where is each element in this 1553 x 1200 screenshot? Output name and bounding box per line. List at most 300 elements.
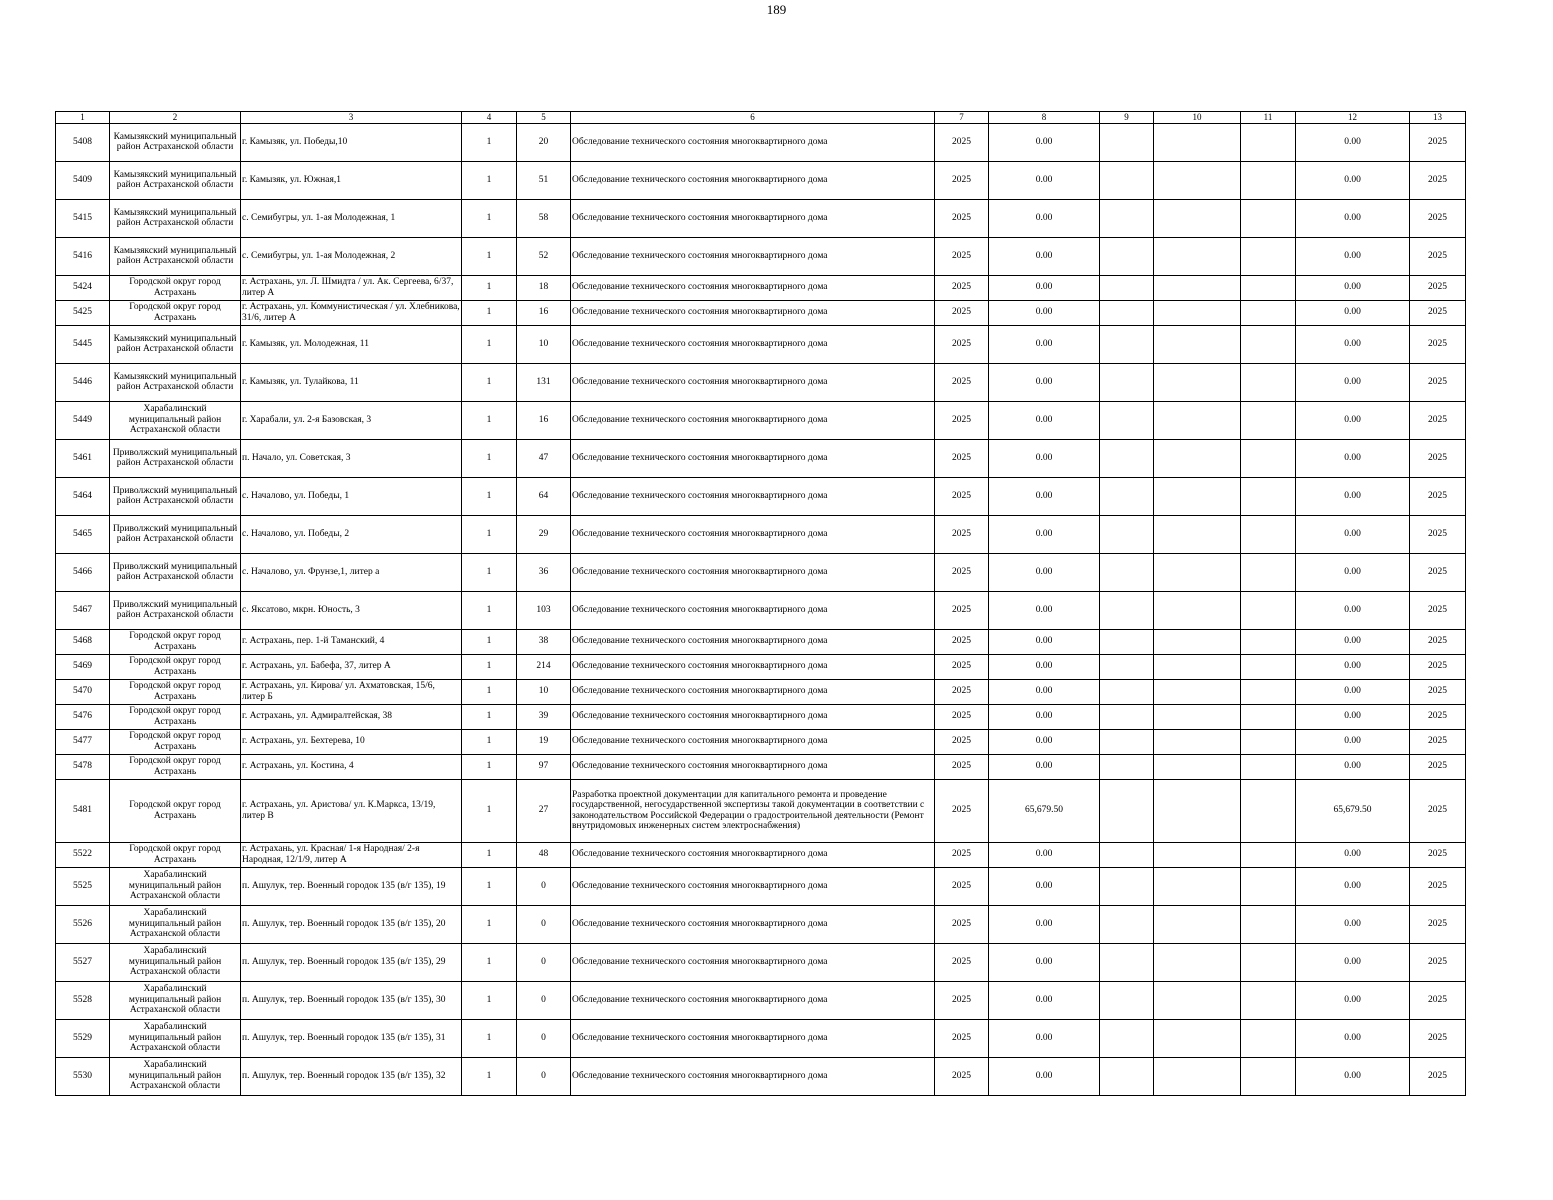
- column-number: 5: [517, 112, 571, 124]
- year-cell: 2025: [935, 1057, 989, 1095]
- col11-cell: [1241, 867, 1296, 905]
- year-cell: 2025: [935, 591, 989, 629]
- cost-cell: 0.00: [989, 704, 1100, 729]
- year-cell: 2025: [935, 654, 989, 679]
- work-type-cell: Обследование технического состояния многоквартирного дома: [571, 1019, 935, 1057]
- work-type-cell: Обследование технического состояния многоквартирного дома: [571, 325, 935, 363]
- address-cell: с. Началово, ул. Фрунзе,1, литер а: [241, 553, 462, 591]
- year-cell: 2025: [935, 300, 989, 325]
- row-id-cell: 5445: [56, 325, 110, 363]
- municipality-cell: Камызякский муниципальный район Астраханской области: [110, 325, 241, 363]
- municipality-cell: Городской округ город Астрахань: [110, 300, 241, 325]
- row-id-cell: 5465: [56, 515, 110, 553]
- col4-cell: 1: [462, 161, 517, 199]
- total-cost-cell: 0.00: [1296, 477, 1410, 515]
- cost-cell: 0.00: [989, 439, 1100, 477]
- col9-cell: [1100, 905, 1154, 943]
- col10-cell: [1154, 729, 1241, 754]
- col5-cell: 10: [517, 679, 571, 704]
- col4-cell: 1: [462, 237, 517, 275]
- end-year-cell: 2025: [1410, 679, 1466, 704]
- row-id-cell: 5424: [56, 275, 110, 300]
- col9-cell: [1100, 1057, 1154, 1095]
- col11-cell: [1241, 477, 1296, 515]
- work-type-cell: Обследование технического состояния многоквартирного дома: [571, 754, 935, 779]
- col5-cell: 0: [517, 1057, 571, 1095]
- col5-cell: 0: [517, 1019, 571, 1057]
- col5-cell: 18: [517, 275, 571, 300]
- column-number: 2: [110, 112, 241, 124]
- total-cost-cell: 0.00: [1296, 123, 1410, 161]
- municipality-cell: Городской округ город Астрахань: [110, 275, 241, 300]
- col10-cell: [1154, 515, 1241, 553]
- year-cell: 2025: [935, 754, 989, 779]
- municipality-cell: Городской округ город Астрахань: [110, 842, 241, 867]
- total-cost-cell: 0.00: [1296, 629, 1410, 654]
- col5-cell: 36: [517, 553, 571, 591]
- col5-cell: 103: [517, 591, 571, 629]
- column-number: 11: [1241, 112, 1296, 124]
- total-cost-cell: 0.00: [1296, 842, 1410, 867]
- table-row: [56, 842, 1466, 867]
- col10-cell: [1154, 842, 1241, 867]
- col10-cell: [1154, 477, 1241, 515]
- municipality-cell: Городской округ город Астрахань: [110, 754, 241, 779]
- col10-cell: [1154, 629, 1241, 654]
- municipality-cell: Камызякский муниципальный район Астраханской области: [110, 123, 241, 161]
- year-cell: 2025: [935, 905, 989, 943]
- address-cell: г. Камызяк, ул. Южная,1: [241, 161, 462, 199]
- table-row: [56, 1057, 1466, 1095]
- cost-cell: 0.00: [989, 161, 1100, 199]
- address-cell: г. Камызяк, ул. Тулайкова, 11: [241, 363, 462, 401]
- address-cell: г. Астрахань, ул. Костина, 4: [241, 754, 462, 779]
- end-year-cell: 2025: [1410, 363, 1466, 401]
- table-row: [56, 325, 1466, 363]
- cost-cell: 0.00: [989, 199, 1100, 237]
- col4-cell: 1: [462, 867, 517, 905]
- col10-cell: [1154, 654, 1241, 679]
- work-type-cell: Обследование технического состояния многоквартирного дома: [571, 867, 935, 905]
- cost-cell: 0.00: [989, 867, 1100, 905]
- col11-cell: [1241, 591, 1296, 629]
- year-cell: 2025: [935, 779, 989, 842]
- work-type-cell: Обследование технического состояния многоквартирного дома: [571, 199, 935, 237]
- total-cost-cell: 0.00: [1296, 439, 1410, 477]
- municipality-cell: Харабалинский муниципальный район Астраханской области: [110, 1057, 241, 1095]
- total-cost-cell: 0.00: [1296, 363, 1410, 401]
- end-year-cell: 2025: [1410, 199, 1466, 237]
- col4-cell: 1: [462, 905, 517, 943]
- row-id-cell: 5470: [56, 679, 110, 704]
- col11-cell: [1241, 161, 1296, 199]
- work-type-cell: Обследование технического состояния многоквартирного дома: [571, 275, 935, 300]
- col11-cell: [1241, 754, 1296, 779]
- end-year-cell: 2025: [1410, 905, 1466, 943]
- table-row: [56, 704, 1466, 729]
- table-row: [56, 679, 1466, 704]
- end-year-cell: 2025: [1410, 729, 1466, 754]
- work-type-cell: Обследование технического состояния многоквартирного дома: [571, 654, 935, 679]
- table-row: [56, 237, 1466, 275]
- total-cost-cell: 65,679.50: [1296, 779, 1410, 842]
- table-row: [56, 867, 1466, 905]
- col9-cell: [1100, 363, 1154, 401]
- col11-cell: [1241, 1019, 1296, 1057]
- row-id-cell: 5408: [56, 123, 110, 161]
- table-row: [56, 981, 1466, 1019]
- col9-cell: [1100, 439, 1154, 477]
- table-row: [56, 515, 1466, 553]
- table-row: [56, 161, 1466, 199]
- col9-cell: [1100, 515, 1154, 553]
- total-cost-cell: 0.00: [1296, 754, 1410, 779]
- column-number: 6: [571, 112, 935, 124]
- col9-cell: [1100, 161, 1154, 199]
- table-row: [56, 477, 1466, 515]
- col9-cell: [1100, 553, 1154, 591]
- municipality-cell: Городской округ город Астрахань: [110, 729, 241, 754]
- cost-cell: 0.00: [989, 401, 1100, 439]
- end-year-cell: 2025: [1410, 591, 1466, 629]
- col10-cell: [1154, 275, 1241, 300]
- address-cell: г. Астрахань, ул. Красная/ 1-я Народная/ 2-я Народная, 12/1/9, литер А: [241, 842, 462, 867]
- year-cell: 2025: [935, 704, 989, 729]
- col5-cell: 16: [517, 300, 571, 325]
- cost-cell: 0.00: [989, 943, 1100, 981]
- col11-cell: [1241, 401, 1296, 439]
- col4-cell: 1: [462, 300, 517, 325]
- year-cell: 2025: [935, 842, 989, 867]
- address-cell: г. Камызяк, ул. Победы,10: [241, 123, 462, 161]
- work-type-cell: Обследование технического состояния многоквартирного дома: [571, 553, 935, 591]
- row-id-cell: 5416: [56, 237, 110, 275]
- year-cell: 2025: [935, 199, 989, 237]
- col4-cell: 1: [462, 1019, 517, 1057]
- total-cost-cell: 0.00: [1296, 553, 1410, 591]
- column-number: 8: [989, 112, 1100, 124]
- col4-cell: 1: [462, 199, 517, 237]
- col4-cell: 1: [462, 654, 517, 679]
- address-cell: г. Астрахань, ул. Бехтерева, 10: [241, 729, 462, 754]
- municipality-cell: Приволжский муниципальный район Астраханской области: [110, 553, 241, 591]
- col10-cell: [1154, 779, 1241, 842]
- year-cell: 2025: [935, 401, 989, 439]
- col11-cell: [1241, 629, 1296, 654]
- row-id-cell: 5409: [56, 161, 110, 199]
- municipality-cell: Камызякский муниципальный район Астраханской области: [110, 363, 241, 401]
- municipality-cell: Харабалинский муниципальный район Астраханской области: [110, 981, 241, 1019]
- table-row: [56, 629, 1466, 654]
- col11-cell: [1241, 439, 1296, 477]
- end-year-cell: 2025: [1410, 629, 1466, 654]
- row-id-cell: 5476: [56, 704, 110, 729]
- col5-cell: 38: [517, 629, 571, 654]
- table-row: [56, 401, 1466, 439]
- col11-cell: [1241, 981, 1296, 1019]
- cost-cell: 0.00: [989, 981, 1100, 1019]
- col4-cell: 1: [462, 704, 517, 729]
- row-id-cell: 5530: [56, 1057, 110, 1095]
- col5-cell: 47: [517, 439, 571, 477]
- total-cost-cell: 0.00: [1296, 515, 1410, 553]
- table-row: [56, 905, 1466, 943]
- address-cell: г. Астрахань, ул. Кирова/ ул. Ахматовская, 15/6, литер Б: [241, 679, 462, 704]
- col9-cell: [1100, 842, 1154, 867]
- total-cost-cell: 0.00: [1296, 401, 1410, 439]
- address-cell: г. Астрахань, пер. 1-й Таманский, 4: [241, 629, 462, 654]
- page-number: 189: [766, 2, 787, 17]
- col10-cell: [1154, 199, 1241, 237]
- address-cell: г. Астрахань, ул. Аристова/ ул. К.Маркса, 13/19, литер В: [241, 779, 462, 842]
- col10-cell: [1154, 363, 1241, 401]
- year-cell: 2025: [935, 477, 989, 515]
- year-cell: 2025: [935, 363, 989, 401]
- col9-cell: [1100, 275, 1154, 300]
- col11-cell: [1241, 905, 1296, 943]
- col9-cell: [1100, 123, 1154, 161]
- work-type-cell: Разработка проектной документации для капитального ремонта и проведение государственной, негосударственной экспертизы такой документации в соответствии с законодательством Российской Федерации о градостроительной деятельности (Ремонт внутридомовых инженерных систем электроснабжения): [571, 779, 935, 842]
- col5-cell: 0: [517, 905, 571, 943]
- work-type-cell: Обследование технического состояния многоквартирного дома: [571, 300, 935, 325]
- col4-cell: 1: [462, 754, 517, 779]
- capital-repair-table: [55, 111, 1466, 1096]
- year-cell: 2025: [935, 439, 989, 477]
- year-cell: 2025: [935, 729, 989, 754]
- col5-cell: 27: [517, 779, 571, 842]
- column-number: 4: [462, 112, 517, 124]
- table-row: [56, 439, 1466, 477]
- col9-cell: [1100, 401, 1154, 439]
- cost-cell: 0.00: [989, 1057, 1100, 1095]
- col9-cell: [1100, 199, 1154, 237]
- address-cell: п. Ашулук, тер. Военный городок 135 (в/г 135), 20: [241, 905, 462, 943]
- col9-cell: [1100, 704, 1154, 729]
- col9-cell: [1100, 1019, 1154, 1057]
- col4-cell: 1: [462, 401, 517, 439]
- col5-cell: 214: [517, 654, 571, 679]
- address-cell: г. Астрахань, ул. Бабефа, 37, литер А: [241, 654, 462, 679]
- municipality-cell: Городской округ город Астрахань: [110, 779, 241, 842]
- end-year-cell: 2025: [1410, 754, 1466, 779]
- row-id-cell: 5522: [56, 842, 110, 867]
- row-id-cell: 5461: [56, 439, 110, 477]
- year-cell: 2025: [935, 515, 989, 553]
- year-cell: 2025: [935, 553, 989, 591]
- cost-cell: 0.00: [989, 679, 1100, 704]
- end-year-cell: 2025: [1410, 325, 1466, 363]
- col10-cell: [1154, 943, 1241, 981]
- end-year-cell: 2025: [1410, 515, 1466, 553]
- col4-cell: 1: [462, 842, 517, 867]
- cost-cell: 0.00: [989, 275, 1100, 300]
- municipality-cell: Приволжский муниципальный район Астраханской области: [110, 515, 241, 553]
- work-type-cell: Обследование технического состояния многоквартирного дома: [571, 439, 935, 477]
- col11-cell: [1241, 1057, 1296, 1095]
- total-cost-cell: 0.00: [1296, 300, 1410, 325]
- col4-cell: 1: [462, 943, 517, 981]
- column-number: 12: [1296, 112, 1410, 124]
- cost-cell: 0.00: [989, 515, 1100, 553]
- address-cell: с. Семибугры, ул. 1-ая Молодежная, 2: [241, 237, 462, 275]
- address-cell: п. Ашулук, тер. Военный городок 135 (в/г 135), 29: [241, 943, 462, 981]
- col10-cell: [1154, 754, 1241, 779]
- col10-cell: [1154, 161, 1241, 199]
- row-id-cell: 5481: [56, 779, 110, 842]
- cost-cell: 65,679.50: [989, 779, 1100, 842]
- year-cell: 2025: [935, 679, 989, 704]
- col11-cell: [1241, 325, 1296, 363]
- col4-cell: 1: [462, 477, 517, 515]
- end-year-cell: 2025: [1410, 275, 1466, 300]
- end-year-cell: 2025: [1410, 779, 1466, 842]
- municipality-cell: Камызякский муниципальный район Астраханской области: [110, 237, 241, 275]
- address-cell: п. Начало, ул. Советская, 3: [241, 439, 462, 477]
- col5-cell: 58: [517, 199, 571, 237]
- table-row: [56, 1019, 1466, 1057]
- col10-cell: [1154, 981, 1241, 1019]
- col4-cell: 1: [462, 629, 517, 654]
- row-id-cell: 5415: [56, 199, 110, 237]
- total-cost-cell: 0.00: [1296, 237, 1410, 275]
- col10-cell: [1154, 905, 1241, 943]
- table-row: [56, 553, 1466, 591]
- col5-cell: 0: [517, 943, 571, 981]
- total-cost-cell: 0.00: [1296, 161, 1410, 199]
- year-cell: 2025: [935, 629, 989, 654]
- col11-cell: [1241, 654, 1296, 679]
- col4-cell: 1: [462, 325, 517, 363]
- work-type-cell: Обследование технического состояния многоквартирного дома: [571, 679, 935, 704]
- table-body: [56, 123, 1466, 1095]
- col11-cell: [1241, 300, 1296, 325]
- col4-cell: 1: [462, 1057, 517, 1095]
- col5-cell: 29: [517, 515, 571, 553]
- col11-cell: [1241, 842, 1296, 867]
- municipality-cell: Харабалинский муниципальный район Астраханской области: [110, 905, 241, 943]
- cost-cell: 0.00: [989, 477, 1100, 515]
- cost-cell: 0.00: [989, 123, 1100, 161]
- column-number: 1: [56, 112, 110, 124]
- table-row: [56, 943, 1466, 981]
- col5-cell: 131: [517, 363, 571, 401]
- end-year-cell: 2025: [1410, 842, 1466, 867]
- column-number: 7: [935, 112, 989, 124]
- cost-cell: 0.00: [989, 325, 1100, 363]
- col4-cell: 1: [462, 439, 517, 477]
- work-type-cell: Обследование технического состояния многоквартирного дома: [571, 161, 935, 199]
- total-cost-cell: 0.00: [1296, 679, 1410, 704]
- col11-cell: [1241, 363, 1296, 401]
- cost-cell: 0.00: [989, 1019, 1100, 1057]
- col4-cell: 1: [462, 515, 517, 553]
- col9-cell: [1100, 754, 1154, 779]
- col9-cell: [1100, 679, 1154, 704]
- address-cell: с. Яксатово, мкрн. Юность, 3: [241, 591, 462, 629]
- municipality-cell: Городской округ город Астрахань: [110, 654, 241, 679]
- col4-cell: 1: [462, 591, 517, 629]
- address-cell: п. Ашулук, тер. Военный городок 135 (в/г 135), 30: [241, 981, 462, 1019]
- year-cell: 2025: [935, 981, 989, 1019]
- year-cell: 2025: [935, 275, 989, 300]
- column-number: 13: [1410, 112, 1466, 124]
- column-number: 9: [1100, 112, 1154, 124]
- municipality-cell: Камызякский муниципальный район Астраханской области: [110, 161, 241, 199]
- col10-cell: [1154, 123, 1241, 161]
- col5-cell: 19: [517, 729, 571, 754]
- address-cell: п. Ашулук, тер. Военный городок 135 (в/г 135), 31: [241, 1019, 462, 1057]
- cost-cell: 0.00: [989, 842, 1100, 867]
- col11-cell: [1241, 237, 1296, 275]
- col11-cell: [1241, 943, 1296, 981]
- work-type-cell: Обследование технического состояния многоквартирного дома: [571, 943, 935, 981]
- cost-cell: 0.00: [989, 905, 1100, 943]
- end-year-cell: 2025: [1410, 1057, 1466, 1095]
- address-cell: с. Семибугры, ул. 1-ая Молодежная, 1: [241, 199, 462, 237]
- col5-cell: 48: [517, 842, 571, 867]
- cost-cell: 0.00: [989, 591, 1100, 629]
- table-row: [56, 754, 1466, 779]
- row-id-cell: 5525: [56, 867, 110, 905]
- year-cell: 2025: [935, 325, 989, 363]
- total-cost-cell: 0.00: [1296, 275, 1410, 300]
- col9-cell: [1100, 981, 1154, 1019]
- end-year-cell: 2025: [1410, 477, 1466, 515]
- year-cell: 2025: [935, 1019, 989, 1057]
- work-type-cell: Обследование технического состояния многоквартирного дома: [571, 842, 935, 867]
- cost-cell: 0.00: [989, 363, 1100, 401]
- col10-cell: [1154, 401, 1241, 439]
- col9-cell: [1100, 300, 1154, 325]
- col11-cell: [1241, 779, 1296, 842]
- address-cell: с. Началово, ул. Победы, 1: [241, 477, 462, 515]
- row-id-cell: 5469: [56, 654, 110, 679]
- end-year-cell: 2025: [1410, 237, 1466, 275]
- row-id-cell: 5529: [56, 1019, 110, 1057]
- row-id-cell: 5527: [56, 943, 110, 981]
- col11-cell: [1241, 679, 1296, 704]
- end-year-cell: 2025: [1410, 704, 1466, 729]
- col5-cell: 10: [517, 325, 571, 363]
- col4-cell: 1: [462, 779, 517, 842]
- col4-cell: 1: [462, 123, 517, 161]
- work-type-cell: Обследование технического состояния многоквартирного дома: [571, 477, 935, 515]
- col9-cell: [1100, 629, 1154, 654]
- municipality-cell: Харабалинский муниципальный район Астраханской области: [110, 401, 241, 439]
- end-year-cell: 2025: [1410, 981, 1466, 1019]
- col10-cell: [1154, 237, 1241, 275]
- cost-cell: 0.00: [989, 654, 1100, 679]
- end-year-cell: 2025: [1410, 654, 1466, 679]
- work-type-cell: Обследование технического состояния многоквартирного дома: [571, 629, 935, 654]
- total-cost-cell: 0.00: [1296, 943, 1410, 981]
- end-year-cell: 2025: [1410, 943, 1466, 981]
- col9-cell: [1100, 654, 1154, 679]
- cost-cell: 0.00: [989, 300, 1100, 325]
- cost-cell: 0.00: [989, 729, 1100, 754]
- column-number-row: [56, 112, 1466, 124]
- table-row: [56, 275, 1466, 300]
- row-id-cell: 5528: [56, 981, 110, 1019]
- column-number: 10: [1154, 112, 1241, 124]
- col10-cell: [1154, 1057, 1241, 1095]
- col9-cell: [1100, 237, 1154, 275]
- col11-cell: [1241, 704, 1296, 729]
- cost-cell: 0.00: [989, 553, 1100, 591]
- municipality-cell: Городской округ город Астрахань: [110, 704, 241, 729]
- end-year-cell: 2025: [1410, 1019, 1466, 1057]
- year-cell: 2025: [935, 943, 989, 981]
